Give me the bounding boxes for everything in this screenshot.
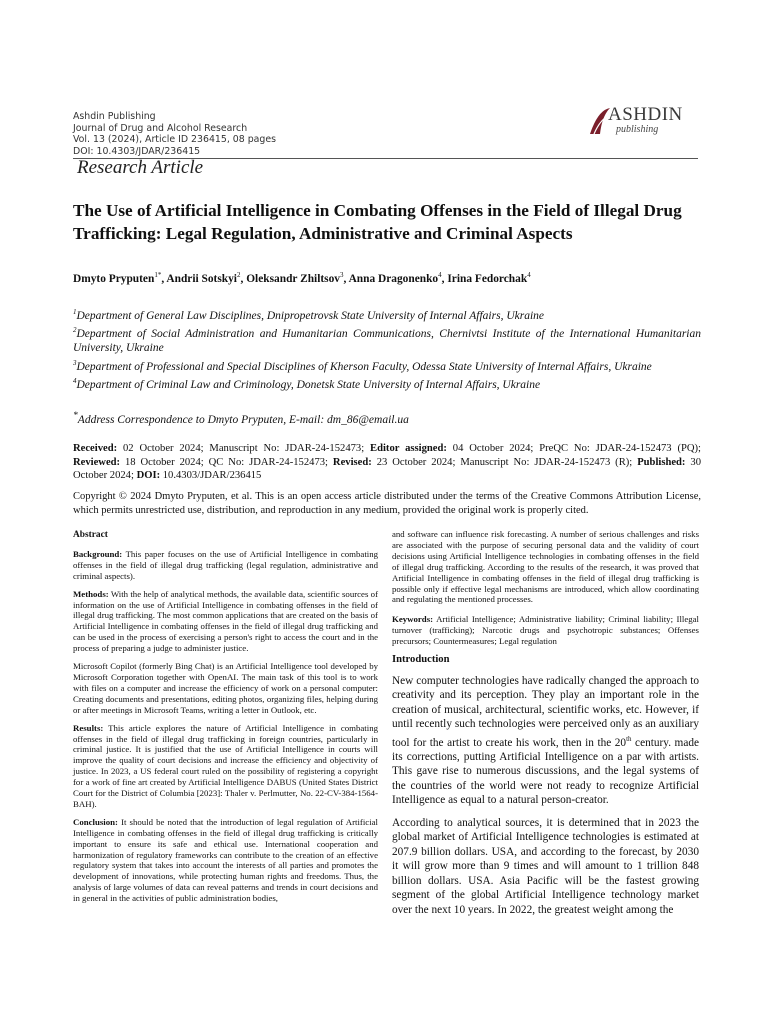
author: Andrii Sotskyi$^2$, xyxy=(166,271,247,285)
volume-info: Vol. 13 (2024), Article ID 236415, 08 pages xyxy=(73,134,277,146)
abstract-column xyxy=(73,530,378,911)
journal-header xyxy=(73,111,276,157)
publisher-name: Ashdin Publishing xyxy=(73,111,156,122)
affiliations xyxy=(73,305,701,392)
intro-paragraph: According to analytical sources, it is determined that in 2023 the global market of Artificial Intelligence technologies is estimated at 207.9 billion dollars. USA, and according to the forecast, by 2030 it will grow more than 9 times and will amount to 1 trillion 848 billion dollars. USA. Asia Pacific will be the fastest growing segment of the global Artificial Intelligence technology market over the next 10 years. In 2022, the greatest weight among the xyxy=(392,816,699,916)
logo-word: ASHDIN xyxy=(608,104,683,125)
abstract-copilot: Microsoft Copilot (formerly Bing Chat) is an Artificial Intelligence tool developed by Microsoft Corporation together with OpenAI. The main task of this tool is to work with files on a computer and increase the efficiency of work on a personal computer: Creating documents and presentations, editing photos, organizing files, helping during or after meetings in Microsoft Teams, writing a letter in Outlook, etc. xyxy=(73,661,378,715)
abstract-background: Background: This paper focuses on the use of Artificial Intelligence in combating offenses in the field of illegal drug trafficking (legal regulation, administrative and criminal aspects). xyxy=(73,548,378,581)
abstract-methods: Methods: With the help of analytical methods, the available data, scientific sources of information on the use of Artificial Intelligence in combating offenses in the field of illegal drug trafficking. The most common applications that are created on the basis of Artificial Intelligence in combating offenses in the field of illegal drug trafficking and can be used in the process of exercising a person's right to access the court and in the process of preparing a judge to administer justice. xyxy=(73,588,378,654)
author: Irina Fedorchak$^4$ xyxy=(447,271,531,285)
affiliation: $^2$Department of Social Administration and Humanitarian Communications, Chernivtsi Institute of the International Humanitarian University, Ukraine xyxy=(73,326,701,355)
affiliation: $^1$Department of General Law Disciplines, Dnipropetrovsk State University of Internal Affairs, Ukraine xyxy=(73,308,545,322)
correspondence: *Address Correspondence to Dmyto Pryputen, E-mail: dm_86@email.ua xyxy=(73,410,409,426)
intro-paragraph: New computer technologies have radically changed the approach to creativity and its perception. They play an important role in the creation of musical, architectural, scientific works, etc. However, if until recently such technologies were perceived only as an auxiliary tool for the artist to create his work, then in the 20th century. made its corrections, putting Artificial Intelligence on a par with artists. This gave rise to numerous discussions, and the legal systems of the countries of the world were not ready to recognize Artificial Intelligence as equal to a natural person-creator. xyxy=(392,674,700,807)
abstract-heading: Abstract xyxy=(73,530,108,540)
abstract-conclusion: Conclusion: It should be noted that the introduction of legal regulation of Artificial Intelligence in combating offenses in the field of illegal drug trafficking is critically important to ensure its safe and ethical use. International cooperation and harmonization of regulatory frameworks can contribute to the creation of an effective regulatory system that takes into account the interests of all parties and promotes the development of innovations, while protecting human rights and freedoms. Thus, the analysis of large volumes of data can reveal patterns and trends in court decisions and in general in the activities of public administration bodies, xyxy=(73,816,378,904)
right-column xyxy=(392,529,699,925)
article-type: Research Article xyxy=(77,157,204,178)
author: Oleksandr Zhiltsov$^3$, xyxy=(246,271,349,285)
copyright-notice: Copyright © 2024 Dmyto Pryputen, et al. This is an open access article distributed under the terms of the Creative Commons Attribution License, which permits unrestricted use, distribution, and reproduction in any medium, provided the original work is properly cited. xyxy=(73,491,701,516)
article-title: The Use of Artificial Intelligence in Combating Offenses in the Field of Illegal Drug Trafficking: Legal Regulation, Administrative and Criminal Aspects xyxy=(73,201,682,243)
logo-subtitle: publishing xyxy=(616,124,659,135)
keywords: Keywords: Artificial Intelligence; Administrative liability; Criminal liability; Illegal turnover (trafficking); Narcotic drugs and psychotropic substances; Offenses precursors; Countermeasures; Legal regulation xyxy=(392,614,699,647)
article-dates: Received: 02 October 2024; Manuscript No: JDAR-24-152473; Editor assigned: 04 October 2024; PreQC No: JDAR-24-152473 (PQ); Reviewed: 18 October 2024; QC No: JDAR-24-152473; Revised: 23 October 2024; Manuscript No: JDAR-24-152473 (R); Published: 30 October 2024; DOI: 10.4303/JDAR/236415 xyxy=(73,443,701,482)
journal-name: Journal of Drug and Alcohol Research xyxy=(73,122,248,134)
author: Anna Dragonenko$^4$, xyxy=(348,271,448,285)
author: Dmyto Pryputen$^{1*}$, xyxy=(73,271,167,285)
abstract-continued: and software can influence risk forecasting. A number of serious challenges and risks are associated with the purpose of securing personal data and the validity of court decisions using Artificial Intelligence technologies in combating offenses in the field of illegal drug trafficking. According to the results of the research, it was proved that Artificial Intelligence in combating offenses in the field of illegal drug trafficking is possible only if effective legal mechanisms are introduced, which allow coordinating and regulating the mentioned processes. xyxy=(392,529,699,605)
affiliation: $^3$Department of Professional and Special Disciplines of Kherson Faculty, Odessa State University of Internal Affairs, Ukraine xyxy=(73,358,652,373)
author-list xyxy=(73,271,531,285)
affiliation: $^4$Department of Criminal Law and Criminology, Donetsk State University of Internal Affairs, Ukraine xyxy=(73,377,541,391)
introduction-heading: Introduction xyxy=(392,654,450,666)
abstract-results: Results: This article explores the nature of Artificial Intelligence in combating offenses in the field of illegal drug trafficking in foreign countries, particularly in criminal justice. It is justified that the use of Artificial Intelligence in courts will improve the quality of court decisions and increase the efficiency and objectivity of justice. In 2023, a US federal court ruled on the possibility of registering a copyright for a work of fine art created by Artificial Intelligence DABUS (United States District Court for the District of Columbia [2023]: Thaler v. Perlmutter, No. 22-CV-384-1564-BAH). xyxy=(73,722,378,809)
header-doi: DOI: 10.4303/JDAR/236415 xyxy=(73,145,201,157)
introduction-body xyxy=(392,674,699,917)
publisher-logo xyxy=(588,104,700,138)
